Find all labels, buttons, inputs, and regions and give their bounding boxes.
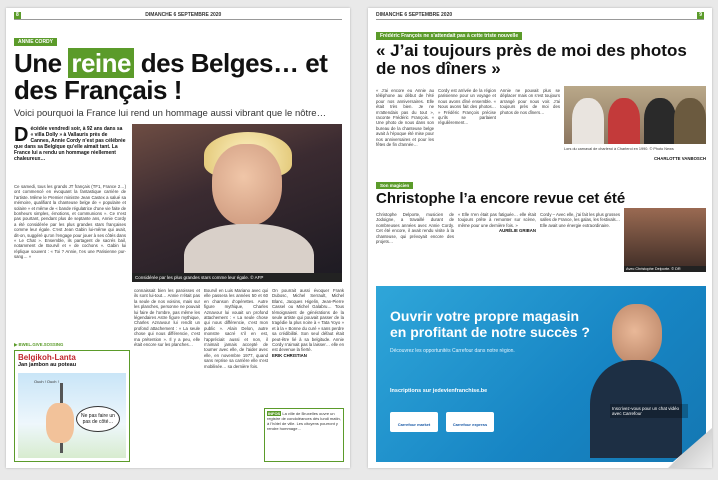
right-column-6: Cordy – Avec elle, j’ai fait les plus grosses salles de France, les galas, les festivals… Elle avait une énergie extraordinaire. <box>540 212 620 228</box>
section-tag: Son magicien <box>376 182 413 189</box>
cartoon-subtitle: Jan jambon au poteau <box>18 362 77 368</box>
article-kicker: ANNIE CORDY <box>14 38 57 46</box>
intro-text: écédée vendredi soir, à 92 ans dans sa « villa Dolly » à Vallauris près de Cannes, Annie Cordy n’est pas célébrée que dans sa Belgique qu’elle aimait tant. La France lui a rendu un hommage réellement chaleureux… <box>14 126 126 162</box>
right-byline: CHARLOTTE VANBOSCH <box>654 156 706 161</box>
left-page <box>6 8 350 468</box>
photo-person-4 <box>674 98 706 144</box>
right-photo-byline <box>564 156 706 176</box>
article-intro <box>14 126 126 162</box>
right-column-5 <box>458 212 536 282</box>
cartoon-note: Ouch ! Ouch ! <box>34 379 59 384</box>
headline-part-1: Une <box>14 48 69 78</box>
cartoon-title: Belgikoh-Lanta <box>18 353 76 362</box>
right-headline: « J’ai toujours près de moi des photos de nos dîners » <box>376 41 687 78</box>
cartoon-figure <box>46 403 74 443</box>
second-photo-caption: Avec Christophe Delporte. © DR <box>624 266 706 272</box>
sidebar-tag: INFOS <box>268 411 281 416</box>
photo-person-1 <box>572 98 604 144</box>
article-byline: ERIK CHRISTIAN <box>272 352 307 358</box>
cartoon-box <box>14 350 130 462</box>
right-page-number: 9 <box>699 12 702 18</box>
article-column-4-text: On pourrait aussi évoquer Frank Dubosc, Michel Serrault, Michel Blanc, Jacques Higelin, Jean-Pierre Cassel ou Michel Galabru… Tous témoignaient de générations de la seule artiste qui pouvait passer de la tragédie la plus noire à « Tata Yoyo » et à la « Bonne du curé » sans perdre sa crédibilité. Son seul défaut était peut-être lié à sa belgitude. Annie Cordy n’aimait pas la laisser… elle en est devenue la fierté. <box>272 288 344 353</box>
ad-logos <box>390 412 500 434</box>
left-page-number: 8 <box>16 12 19 18</box>
right-photo <box>564 86 706 151</box>
carrefour-express-logo: Carrefour express <box>446 412 494 432</box>
article-deck: Voici pourquoi la France lui rend un hommage aussi vibrant que le nôtre… <box>14 108 327 119</box>
article-headline <box>14 50 344 104</box>
article-column-4 <box>272 288 344 404</box>
intro-dropcap: D <box>14 124 29 146</box>
right-column-2: Cordy est arrivée de la région parisienne pour un voyage et nous avons dîné ensemble. « Nous avons fait des photos… » Frédéric François précise qu’ils se parlaient régulièrement… <box>438 88 496 126</box>
sidebar-text: La ville de Bruxelles ouvre un registre de condoléances dès lundi matin, à l’hôtel de ville. Les citoyens pourront y rendre hommage… <box>267 411 341 431</box>
left-page-date: DIMANCHE 6 SEPTEMBRE 2020 <box>145 12 222 18</box>
advertisement[interactable] <box>376 286 706 462</box>
photo-person-3 <box>644 98 676 144</box>
right-page-date: DIMANCHE 6 SEPTEMBRE 2020 <box>376 12 453 18</box>
sidebar-box <box>264 408 344 462</box>
right-folio <box>376 12 704 20</box>
more-link[interactable]: ▶ BWEL.GIVE.SOSSING <box>14 342 64 347</box>
cartoon-speech-bubble: Ne pas faire un pas de côté… <box>76 406 120 432</box>
ad-person-photo <box>590 304 682 458</box>
ad-person-head <box>612 304 662 364</box>
right-kicker: Frédéric François ne s’attendait pas à cette triste nouvelle <box>376 32 522 40</box>
right-column-4: Christophe Delporte, musicien de Jodoigne, a travaillé durant de nombreuses années avec Annie Cordy. Cet été encore, il avait rendu visite à la chanteuse, qui prévoyait encore des projets… <box>376 212 454 245</box>
headline-highlight: reine <box>68 48 134 78</box>
ad-headline: Ouvrir votre propre magasin en profitant de notre succès ? <box>390 308 590 340</box>
main-photo <box>132 124 342 282</box>
ad-callout: Inscrivez-vous pour un chat vidéo avec Carrefour <box>610 404 688 418</box>
right-photo-caption: Lors du carnaval de charleroi à Charleroi en 1990. © Photo News <box>564 147 674 151</box>
carrefour-market-logo: Carrefour market <box>390 412 438 432</box>
cartoon-scene <box>18 373 126 458</box>
photo-face-shape <box>212 144 282 226</box>
right-column-5-text: « Elle n’en était pas fatiguée… elle était toujours prête à remonter sur scène, même pour une dernière fois. » <box>458 212 536 228</box>
ad-subheadline: Découvrez les opportunités Carrefour dans notre région. <box>390 348 515 354</box>
right-column-1: « J’ai encore eu Annie au téléphone au début de l’été pour nos anniversaires. Elle était très bien. Je ne m’attendais pas du tout », raconte Frédéric François. « Une photo de nous dans son bureau de la chanteuse belge avait à l’époque été mise pour nos anniversaires et pour les fêtes de fin d’année… <box>376 88 434 148</box>
headline-part-2: des Belges… et des Français ! <box>14 48 328 105</box>
left-folio <box>14 12 342 20</box>
main-photo-caption: Considérée par les plus grandes stars comme leur égale. © AFP <box>132 273 342 282</box>
right-column-3: Annie ne pouvait plus se déplacer mais on s’est toujours arrangé pour nous voir. J’ai toujours près de moi des photos de nos dîners… <box>500 88 560 115</box>
right-page <box>368 8 712 468</box>
second-headline: Christophe l’a encore revue cet été <box>376 190 626 207</box>
article-column-3: Bourvil en Luis Mariano avec qui elle passera les années 50 et 60 en chanson d’opérettes. Autre figure mythique, Charles Aznavour lui vouait un profond attachement : « La seule chose qui nous différencie, c’est mon public ». Alain Delon, autre monstre sacré s’il en est, l’appréciait aussi et non, il n’aimait jamais accepté de tourner avec elle, de l’aider avec elle, en novembre 1977, quand sans reprise sa carrière elle s’est mobilisée… sa dernière fois. <box>204 288 268 369</box>
second-byline: AURÉLIE GRIBAN <box>498 228 536 234</box>
article-column-2: connaissait bien les paroisses et ils sont lui-tout… Annie n’était pas la seule de nos voisins, mais sur les planches, personne ne pouvait lui faire de l’ombre, pas même les légendaires Astre figure mythique, Charles Aznavour lui rendit un profond attachement : « La seule chose qui nous différencie, c’est ma prétention ». Il y a peu, elle était encore sur les planches… <box>134 288 200 348</box>
second-photo <box>624 208 706 272</box>
ad-signup-link[interactable]: Inscriptions sur jedevienfranchise.be <box>390 388 488 394</box>
article-column-1: Ce samedi, tous les grands JT français (TF1, France 2…) ont commencé en évoquant la fantastique carrière de l’artiste. Même le Premier ministre Jean Castex a salué sa mémoire, qualifiant la chanteuse belge de « populaire et solaire » et même de « bande régulatrice d’une vie faite de bonheurs simples, émotions, et communions ». Ce n’est pas pourtant, pendant plus de septante ans, Annie Cordy a été considérée par les plus grandes stars françaises comme leur égale. C’est Jean Gabin lui-même qui avait, dit-on, suggéré qu’on l’engage pour jouer à ses côtés dans « Le Chat ». Ensemble, ils partagent de sacrés bail, notamment de Bourvil et « de cochons ». Gabin lui réplique souvent : « Toi ? Annie, t’es une Parisienne pur-sang… » <box>14 184 126 260</box>
photo-person-2 <box>608 98 640 144</box>
